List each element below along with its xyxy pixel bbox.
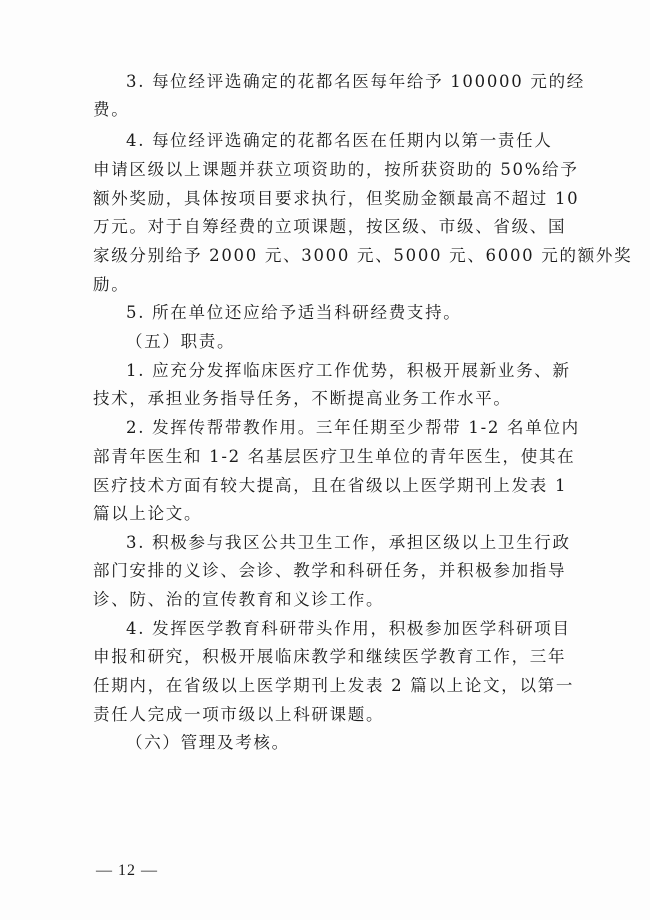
text-line: 诊、防、治的宣传教育和义诊工作。 [93, 590, 385, 609]
text-line: 3. 积极参与我区公共卫生工作，承担区级以上卫生行政 [126, 533, 571, 552]
text-line: 额外奖励，具体按项目要求执行，但奖励金额最高不超过 10 [93, 189, 580, 208]
text-line: 责任人完成一项市级以上科研课题。 [93, 705, 385, 724]
section-heading: （五）职责。 [126, 332, 236, 351]
text-line: 5. 所在单位还应给予适当科研经费支持。 [126, 303, 462, 322]
text-line: 任期内，在省级以上医学期刊上发表 2 篇以上论文，以第一 [93, 676, 575, 695]
text-line: 家级分别给予 2000 元、3000 元、5000 元、6000 元的额外奖 [93, 246, 633, 265]
section-heading: （六）管理及考核。 [126, 733, 290, 752]
text-line: 费。 [93, 100, 130, 119]
text-line: 励。 [93, 275, 130, 294]
text-line: 医疗技术方面有较大提高，且在省级以上医学期刊上发表 1 [93, 476, 568, 495]
text-line: 申请区级以上课题并获立项资助的，按所获资助的 50%给予 [93, 160, 579, 179]
text-line: 部青年医生和 1-2 名基层医疗卫生单位的青年医生，使其在 [93, 447, 576, 466]
text-line: 1. 应充分发挥临床医疗工作优势，积极开展新业务、新 [126, 361, 571, 380]
text-line: 万元。对于自筹经费的立项课题，按区级、市级、省级、国 [93, 217, 567, 236]
text-line: 技术，承担业务指导任务，不断提高业务工作水平。 [93, 389, 512, 408]
text-line: 2. 发挥传帮带教作用。三年任期至少帮带 1-2 名单位内 [126, 418, 580, 437]
text-line: 4. 发挥医学教育科研带头作用，积极参加医学科研项目 [126, 619, 571, 638]
text-line: 申报和研究，积极开展临床教学和继续医学教育工作，三年 [93, 647, 567, 666]
text-line: 4. 每位经评选确定的花都名医在任期内以第一责任人 [126, 131, 553, 150]
text-line: 3. 每位经评选确定的花都名医每年给予 100000 元的经 [126, 72, 585, 91]
page-number: — 12 — [96, 862, 158, 879]
text-line: 部门安排的义诊、会诊、教学和科研任务，并积极参加指导 [93, 561, 567, 580]
text-line: 篇以上论文。 [93, 504, 203, 523]
